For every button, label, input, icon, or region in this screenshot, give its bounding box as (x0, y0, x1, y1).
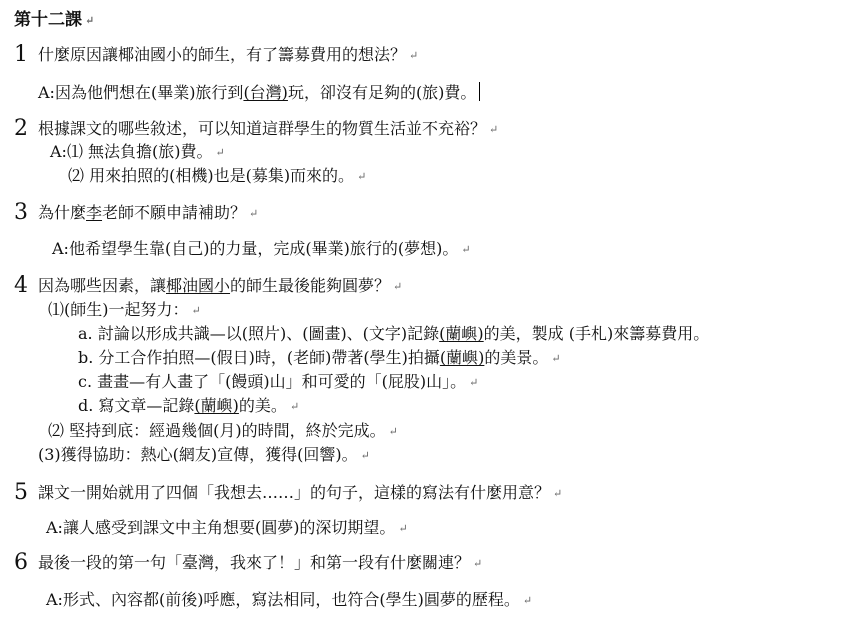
answer-text: A:⑴ 無法負擔(旅)費。 ↵ (50, 142, 225, 161)
question-number: 6 (14, 550, 28, 575)
answer-text: A:形式、內容都(前後)呼應，寫法相同，也符合(學生)圓夢的歷程。 ↵ (46, 590, 533, 609)
question-number: 3 (14, 200, 28, 225)
question-number: 1 (14, 42, 28, 67)
lesson-title: 第十二課 ↵ (14, 10, 95, 30)
question-text: 因為哪些因素，讓椰油國小的師生最後能夠圓夢？ ↵ (38, 276, 403, 295)
question-text: 課文一開始就用了四個「我想去……」的句子，這樣的寫法有什麼用意？ ↵ (38, 483, 563, 502)
question-text: 為什麼李老師不願申請補助？ ↵ (38, 203, 259, 222)
question-text: 什麼原因讓椰油國小的師生，有了籌募費用的想法？ ↵ (38, 45, 419, 64)
question-text: 最後一段的第一句「臺灣，我來了！」和第一段有什麼關連？ ↵ (38, 553, 483, 572)
sub-point: (3)獲得協助：熱心(網友)宣傳，獲得(回響)。 ↵ (38, 445, 370, 464)
list-item: b. 分工合作拍照—(假日)時，(老師)帶著(學生)拍攝(蘭嶼)的美景。 ↵ (78, 348, 561, 367)
answer-text: A:他希望學生靠(自己)的力量，完成(畢業)旅行的(夢想)。 ↵ (52, 239, 471, 258)
answer-text: A:讓人感受到課文中主角想要(圓夢)的深切期望。 ↵ (46, 518, 408, 537)
answer-text: A:因為他們想在(畢業)旅行到(台灣)玩，卻沒有足夠的(旅)費。 (38, 82, 480, 103)
question-text: 根據課文的哪些敘述，可以知道這群學生的物質生活並不充裕？ ↵ (38, 119, 499, 138)
question-number: 4 (14, 273, 28, 298)
list-item: a. 討論以形成共識—以(照片)、(圖畫)、(文字)記錄(蘭嶼)的美，製成 (手札)來籌募費用。 (78, 324, 710, 343)
question-number: 2 (14, 116, 28, 141)
sub-point: ⑵ 堅持到底：經過幾個(月)的時間，終於完成。 ↵ (48, 421, 398, 440)
answer-text: ⑵ 用來拍照的(相機)也是(募集)而來的。 ↵ (68, 166, 367, 185)
question-number: 5 (14, 480, 28, 505)
text-cursor (479, 82, 480, 101)
sub-point: ⑴(師生)一起努力： ↵ (48, 300, 201, 319)
list-item: d. 寫文章—記錄(蘭嶼)的美。 ↵ (78, 396, 300, 415)
list-item: c. 畫畫—有人畫了「(饅頭)山」和可愛的「(屁股)山」。 ↵ (78, 372, 479, 391)
